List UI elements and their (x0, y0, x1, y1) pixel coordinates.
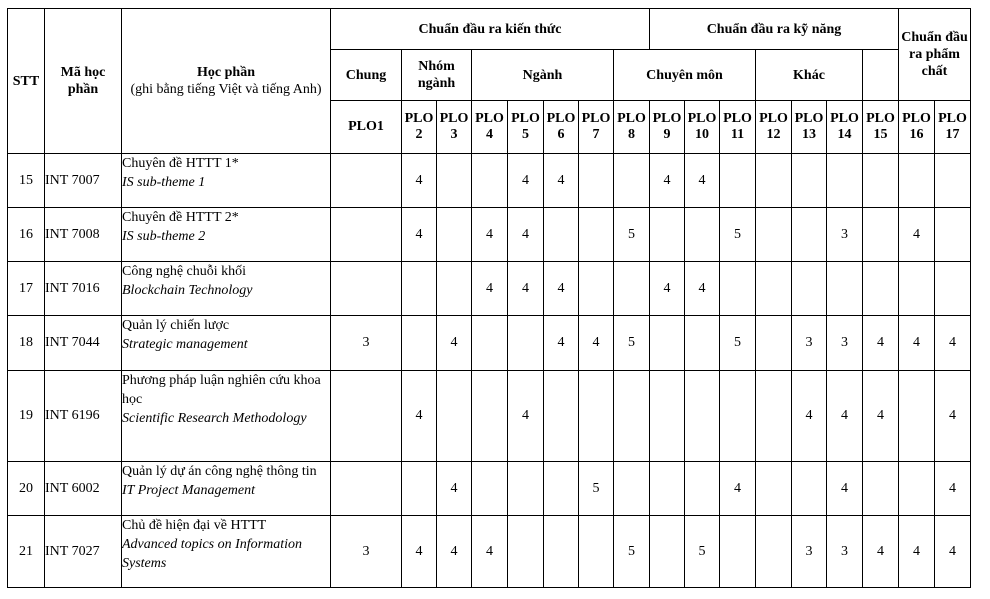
row-course-code: INT 7007 (45, 154, 122, 208)
header-plo-12: PLO 12 (756, 101, 792, 154)
table-row (8, 208, 971, 262)
plo-9-value: 4 (650, 262, 685, 316)
row-stt: 18 (8, 316, 45, 371)
plo-6-value (544, 516, 579, 588)
plo-13-value: 4 (792, 371, 827, 462)
course-name-english: Advanced topics on Information Systems (122, 537, 303, 571)
row-stt: 19 (8, 371, 45, 462)
header-plo-14: PLO 14 (827, 101, 863, 154)
plo-10-value (685, 316, 720, 371)
plo-16-value (899, 462, 935, 516)
plo-matrix-wrapper (7, 8, 971, 588)
plo-10-value: 4 (685, 262, 720, 316)
plo-13-value: 3 (792, 316, 827, 371)
header-group-qualities: Chuẩn đầu ra phẩm chất (899, 9, 971, 101)
plo-1-value (331, 154, 402, 208)
plo-15-value (863, 262, 899, 316)
table-row (8, 316, 971, 371)
row-course-name (122, 208, 331, 262)
plo-15-value: 4 (863, 516, 899, 588)
header-plo-4: PLO 4 (472, 101, 508, 154)
plo-2-value: 4 (402, 371, 437, 462)
plo-9-value (650, 316, 685, 371)
plo-12-value (756, 208, 792, 262)
plo-14-value: 4 (827, 462, 863, 516)
course-name-english: IT Project Management (122, 483, 255, 498)
plo-5-value (508, 462, 544, 516)
plo-17-value (935, 154, 971, 208)
plo-15-value: 4 (863, 371, 899, 462)
course-name-vietnamese: Quản lý dự án công nghệ thông tin (122, 464, 317, 479)
plo-11-value: 4 (720, 462, 756, 516)
plo-6-value (544, 462, 579, 516)
table-row (8, 371, 971, 462)
plo-13-value (792, 462, 827, 516)
plo-11-value (720, 154, 756, 208)
header-plo-17: PLO 17 (935, 101, 971, 154)
plo-7-value: 4 (579, 316, 614, 371)
plo-10-value (685, 371, 720, 462)
plo-1-value (331, 208, 402, 262)
table-row (8, 154, 971, 208)
plo-17-value: 4 (935, 371, 971, 462)
row-course-name (122, 516, 331, 588)
header-plo-11: PLO 11 (720, 101, 756, 154)
plo-1-value: 3 (331, 516, 402, 588)
plo-11-value (720, 516, 756, 588)
plo-4-value (472, 154, 508, 208)
header-plo-9: PLO 9 (650, 101, 685, 154)
plo-7-value (579, 371, 614, 462)
table-row (8, 516, 971, 588)
header-subgroup-professional: Chuyên môn (614, 50, 756, 101)
plo-16-value: 4 (899, 208, 935, 262)
table-row (8, 462, 971, 516)
plo-9-value (650, 516, 685, 588)
plo-12-value (756, 316, 792, 371)
plo-4-value (472, 371, 508, 462)
course-name-english: Strategic management (122, 337, 248, 352)
plo-1-value (331, 462, 402, 516)
plo-15-value: 4 (863, 316, 899, 371)
plo-9-value (650, 208, 685, 262)
plo-9-value (650, 462, 685, 516)
plo-2-value (402, 262, 437, 316)
header-plo-6: PLO 6 (544, 101, 579, 154)
plo-17-value: 4 (935, 516, 971, 588)
plo-1-value (331, 371, 402, 462)
plo-2-value: 4 (402, 516, 437, 588)
plo-11-value: 5 (720, 316, 756, 371)
header-course-subtitle: (ghi bằng tiếng Việt và tiếng Anh) (130, 82, 322, 97)
header-group-skills: Chuẩn đầu ra kỹ năng (650, 9, 899, 50)
plo-8-value: 5 (614, 516, 650, 588)
row-stt: 15 (8, 154, 45, 208)
plo-13-value: 3 (792, 516, 827, 588)
header-plo-10: PLO 10 (685, 101, 720, 154)
header-subgroup-general: Chung (331, 50, 402, 101)
header-course-code: Mã học phần (45, 9, 122, 154)
plo-matrix-body (8, 154, 971, 588)
plo-3-value (437, 262, 472, 316)
course-name-english: Scientific Research Methodology (122, 411, 307, 426)
plo-12-value (756, 371, 792, 462)
plo-8-value (614, 371, 650, 462)
plo-10-value (685, 208, 720, 262)
plo-7-value (579, 154, 614, 208)
row-stt: 16 (8, 208, 45, 262)
plo-10-value: 4 (685, 154, 720, 208)
plo-7-value (579, 516, 614, 588)
plo-7-value: 5 (579, 462, 614, 516)
plo-14-value: 4 (827, 371, 863, 462)
plo-9-value: 4 (650, 154, 685, 208)
plo-6-value: 4 (544, 262, 579, 316)
plo-16-value: 4 (899, 516, 935, 588)
plo-17-value (935, 262, 971, 316)
course-name-english: Blockchain Technology (122, 283, 253, 298)
plo-15-value (863, 462, 899, 516)
plo-5-value: 4 (508, 371, 544, 462)
header-plo-15: PLO 15 (863, 101, 899, 154)
plo-15-value (863, 208, 899, 262)
plo-12-value (756, 262, 792, 316)
plo-4-value (472, 316, 508, 371)
header-group-knowledge: Chuẩn đầu ra kiến thức (331, 9, 650, 50)
plo-4-value: 4 (472, 208, 508, 262)
header-subgroup-other: Khác (756, 50, 863, 101)
plo-10-value (685, 462, 720, 516)
row-stt: 21 (8, 516, 45, 588)
plo-8-value (614, 154, 650, 208)
row-course-name (122, 371, 331, 462)
plo-12-value (756, 462, 792, 516)
plo-11-value (720, 371, 756, 462)
plo-3-value (437, 208, 472, 262)
header-plo-16: PLO 16 (899, 101, 935, 154)
header-course (122, 9, 331, 154)
course-name-vietnamese: Chủ đề hiện đại về HTTT (122, 518, 267, 533)
plo-17-value: 4 (935, 462, 971, 516)
plo-17-value (935, 208, 971, 262)
plo-3-value (437, 154, 472, 208)
course-name-english: IS sub-theme 1 (122, 175, 206, 190)
plo-12-value (756, 154, 792, 208)
row-course-code: INT 6002 (45, 462, 122, 516)
plo-16-value (899, 371, 935, 462)
plo-5-value: 4 (508, 208, 544, 262)
plo-4-value: 4 (472, 516, 508, 588)
plo-14-value: 3 (827, 316, 863, 371)
plo-2-value: 4 (402, 154, 437, 208)
course-name-vietnamese: Phương pháp luận nghiên cứu khoa học (122, 373, 321, 407)
course-name-vietnamese: Chuyên đề HTTT 2* (122, 210, 239, 225)
plo-17-value: 4 (935, 316, 971, 371)
plo-8-value: 5 (614, 316, 650, 371)
row-stt: 20 (8, 462, 45, 516)
plo-6-value: 4 (544, 154, 579, 208)
plo-1-value: 3 (331, 316, 402, 371)
header-plo-1: PLO1 (331, 101, 402, 154)
plo-12-value (756, 516, 792, 588)
plo-14-value: 3 (827, 208, 863, 262)
plo-6-value (544, 208, 579, 262)
plo-5-value (508, 316, 544, 371)
table-row (8, 262, 971, 316)
plo-14-value: 3 (827, 516, 863, 588)
header-course-title: Học phần (197, 65, 255, 80)
plo-10-value: 5 (685, 516, 720, 588)
plo-16-value: 4 (899, 316, 935, 371)
header-plo-8: PLO 8 (614, 101, 650, 154)
row-course-code: INT 6196 (45, 371, 122, 462)
row-course-name (122, 316, 331, 371)
plo-2-value (402, 316, 437, 371)
plo-16-value (899, 154, 935, 208)
plo-1-value (331, 262, 402, 316)
plo-4-value (472, 462, 508, 516)
plo-8-value (614, 462, 650, 516)
plo-3-value: 4 (437, 516, 472, 588)
row-course-code: INT 7016 (45, 262, 122, 316)
plo-7-value (579, 208, 614, 262)
plo-3-value: 4 (437, 316, 472, 371)
plo-2-value (402, 462, 437, 516)
plo-5-value: 4 (508, 154, 544, 208)
row-course-name (122, 262, 331, 316)
row-course-code: INT 7008 (45, 208, 122, 262)
plo-8-value: 5 (614, 208, 650, 262)
plo-matrix-table (7, 8, 971, 588)
plo-5-value: 4 (508, 262, 544, 316)
plo-3-value (437, 371, 472, 462)
course-name-vietnamese: Công nghệ chuỗi khối (122, 264, 247, 279)
header-plo-13: PLO 13 (792, 101, 827, 154)
course-name-vietnamese: Quản lý chiến lược (122, 318, 230, 333)
row-course-name (122, 462, 331, 516)
plo-14-value (827, 154, 863, 208)
plo-4-value: 4 (472, 262, 508, 316)
row-course-name (122, 154, 331, 208)
plo-11-value (720, 262, 756, 316)
plo-2-value: 4 (402, 208, 437, 262)
row-course-code: INT 7027 (45, 516, 122, 588)
header-subgroup-field-group: Nhóm ngành (402, 50, 472, 101)
header-plo-5: PLO 5 (508, 101, 544, 154)
plo-9-value (650, 371, 685, 462)
header-stt: STT (8, 9, 45, 154)
row-stt: 17 (8, 262, 45, 316)
row-course-code: INT 7044 (45, 316, 122, 371)
plo-7-value (579, 262, 614, 316)
plo-13-value (792, 208, 827, 262)
header-plo-2: PLO 2 (402, 101, 437, 154)
plo-13-value (792, 154, 827, 208)
plo-14-value (827, 262, 863, 316)
plo-6-value: 4 (544, 316, 579, 371)
plo-5-value (508, 516, 544, 588)
plo-6-value (544, 371, 579, 462)
header-plo-3: PLO 3 (437, 101, 472, 154)
plo-8-value (614, 262, 650, 316)
plo-11-value: 5 (720, 208, 756, 262)
course-name-vietnamese: Chuyên đề HTTT 1* (122, 156, 239, 171)
plo-3-value: 4 (437, 462, 472, 516)
header-subgroup-major: Ngành (472, 50, 614, 101)
plo-16-value (899, 262, 935, 316)
course-name-english: IS sub-theme 2 (122, 229, 206, 244)
header-plo-7: PLO 7 (579, 101, 614, 154)
plo-15-value (863, 154, 899, 208)
plo-13-value (792, 262, 827, 316)
